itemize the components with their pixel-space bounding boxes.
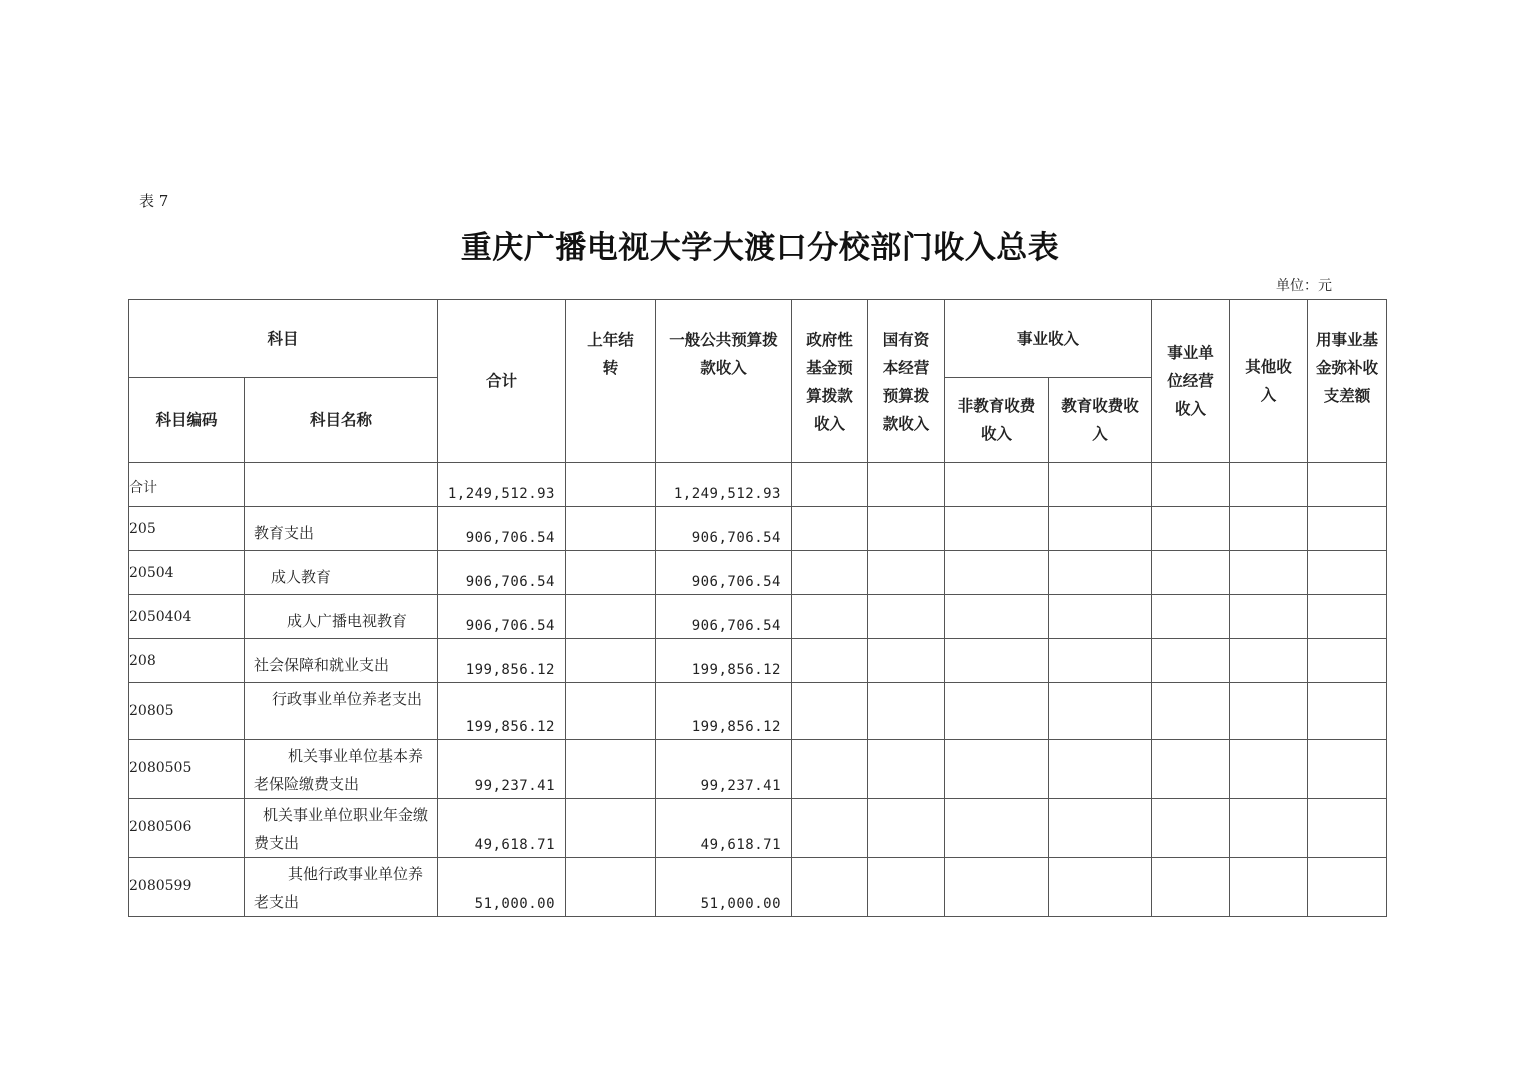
row-name: 教育支出 xyxy=(245,507,438,551)
row-total: 49,618.71 xyxy=(438,799,566,858)
row-general-budget: 49,618.71 xyxy=(656,799,792,858)
row-name: 机关事业单位职业年金缴费支出 xyxy=(245,799,438,858)
row-general-budget: 51,000.00 xyxy=(656,858,792,917)
table-row xyxy=(129,740,1387,799)
row-total: 51,000.00 xyxy=(438,858,566,917)
table-row xyxy=(129,595,1387,639)
row-name: 行政事业单位养老支出 xyxy=(245,683,438,740)
row-code: 205 xyxy=(129,507,245,551)
row-name: 机关事业单位基本养老保险缴费支出 xyxy=(245,740,438,799)
table-number: 表 7 xyxy=(139,192,169,210)
header-non-edu-fee: 非教育收费收入 xyxy=(945,378,1049,463)
row-name: 成人广播电视教育 xyxy=(245,595,438,639)
header-subject: 科目 xyxy=(129,300,438,378)
row-total: 906,706.54 xyxy=(438,595,566,639)
table-row xyxy=(129,639,1387,683)
header-other-income: 其他收入 xyxy=(1230,300,1308,463)
header-business-operation: 事业单位经营收入 xyxy=(1152,300,1230,463)
row-total: 906,706.54 xyxy=(438,507,566,551)
row-total: 1,249,512.93 xyxy=(438,463,566,507)
row-name xyxy=(245,463,438,507)
row-general-budget: 1,249,512.93 xyxy=(656,463,792,507)
row-code: 20805 xyxy=(129,683,245,740)
table-row xyxy=(129,507,1387,551)
row-code: 20504 xyxy=(129,551,245,595)
row-name: 成人教育 xyxy=(245,551,438,595)
header-subject-name: 科目名称 xyxy=(245,378,438,463)
row-total: 99,237.41 xyxy=(438,740,566,799)
row-code: 208 xyxy=(129,639,245,683)
header-edu-fee: 教育收费收入 xyxy=(1049,378,1152,463)
table-row xyxy=(129,683,1387,740)
header-state-capital: 国有资本经营预算拨款收入 xyxy=(868,300,945,463)
table-row xyxy=(129,463,1387,507)
row-code: 合计 xyxy=(129,463,245,507)
header-business-income: 事业收入 xyxy=(945,300,1152,378)
header-fund-balance: 用事业基金弥补收支差额 xyxy=(1308,300,1387,463)
table-row xyxy=(129,858,1387,917)
header-gov-fund: 政府性基金预算拨款收入 xyxy=(792,300,868,463)
row-total: 199,856.12 xyxy=(438,639,566,683)
row-general-budget: 906,706.54 xyxy=(656,595,792,639)
row-general-budget: 906,706.54 xyxy=(656,551,792,595)
row-total: 906,706.54 xyxy=(438,551,566,595)
row-general-budget: 199,856.12 xyxy=(656,683,792,740)
page-title: 重庆广播电视大学大渡口分校部门收入总表 xyxy=(460,230,1060,266)
row-general-budget: 906,706.54 xyxy=(656,507,792,551)
row-general-budget: 99,237.41 xyxy=(656,740,792,799)
header-general-budget: 一般公共预算拨款收入 xyxy=(656,300,792,463)
row-general-budget: 199,856.12 xyxy=(656,639,792,683)
header-total: 合计 xyxy=(438,300,566,463)
row-code: 2080599 xyxy=(129,858,245,917)
row-code: 2080506 xyxy=(129,799,245,858)
table-row xyxy=(129,551,1387,595)
row-name: 社会保障和就业支出 xyxy=(245,639,438,683)
row-code: 2050404 xyxy=(129,595,245,639)
row-total: 199,856.12 xyxy=(438,683,566,740)
unit-label: 单位：元 xyxy=(1276,278,1332,294)
header-carryover: 上年结转 xyxy=(566,300,656,463)
table-row xyxy=(129,799,1387,858)
income-summary-table xyxy=(128,299,1387,917)
header-subject-code: 科目编码 xyxy=(129,378,245,463)
row-code: 2080505 xyxy=(129,740,245,799)
row-name: 其他行政事业单位养老支出 xyxy=(245,858,438,917)
